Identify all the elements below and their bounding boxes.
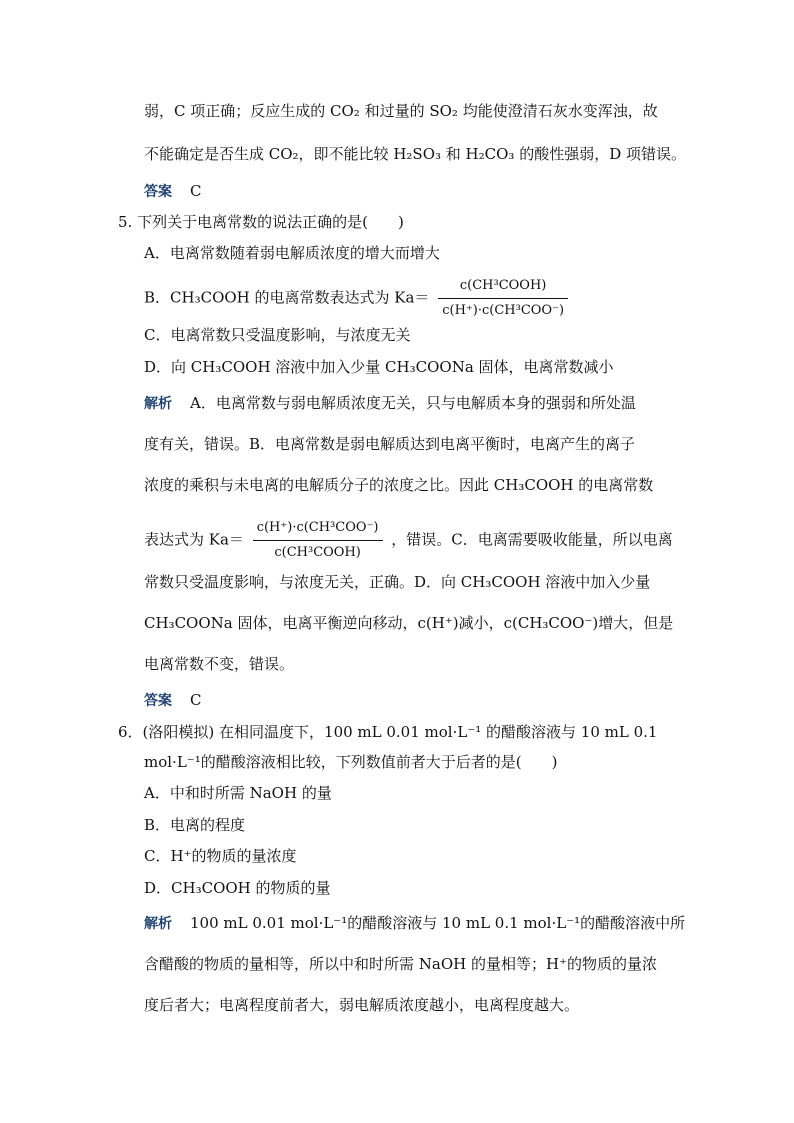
answer-label: 答案 xyxy=(144,184,172,200)
q6-option-a: A．中和时所需 NaOH 的量 xyxy=(144,784,332,802)
q5-analysis-line-7: 电离常数不变，错误。 xyxy=(144,655,295,673)
q5-stem xyxy=(118,212,404,232)
q6-analysis-line-2: 含醋酸的物质的量相等，所以中和时所需 NaOH 的量相等；H⁺的物质的量浓 xyxy=(144,955,657,973)
fraction-denominator: c(CH³COOH) xyxy=(274,545,361,560)
q6-stem-line-2: mol·L⁻¹的醋酸溶液相比较，下列数值前者大于后者的是( ) xyxy=(144,753,558,771)
q6-stem-line-1 xyxy=(118,722,657,742)
q5-option-a: A．电离常数随着弱电解质浓度的增大而增大 xyxy=(144,244,440,262)
prev-analysis-line-2: 不能确定是否生成 CO₂，即不能比较 H₂SO₃ 和 H₂CO₃ 的酸性强弱，D 项错误。 xyxy=(144,145,686,163)
answer-label: 答案 xyxy=(144,693,172,709)
q5-analysis-line-1 xyxy=(144,393,636,414)
q5-option-b-prefix: B．CH₃COOH 的电离常数表达式为 Ka＝ xyxy=(144,288,430,307)
q5-analysis-fraction xyxy=(253,518,383,563)
q5-number: 5. xyxy=(118,213,133,231)
q5-analysis-line-2: 度有关，错误。B．电离常数是弱电解质达到电离平衡时，电离产生的离子 xyxy=(144,435,636,453)
analysis-label: 解析 xyxy=(144,916,172,932)
prev-analysis-line-1: 弱，C 项正确；反应生成的 CO₂ 和过量的 SO₂ 均能使澄清石灰水变浑浊，故 xyxy=(144,102,658,120)
q5-analysis-line-5: 常数只受温度影响，与浓度无关，正确。D．向 CH₃COOH 溶液中加入少量 xyxy=(144,573,651,591)
q5-option-b-fraction xyxy=(438,276,568,321)
q6-option-d: D．CH₃COOH 的物质的量 xyxy=(144,879,331,897)
fraction-denominator: c(H⁺)·c(CH³COO⁻) xyxy=(442,303,565,318)
q5-analysis-line-4 xyxy=(144,518,673,563)
q5-option-b xyxy=(144,276,572,321)
analysis-text: 100 mL 0.01 mol·L⁻¹的醋酸溶液与 10 mL 0.1 mol·L⁻¹的醋酸溶液中所 xyxy=(190,914,686,932)
answer-value: C xyxy=(190,182,202,200)
q5-option-c: C．电离常数只受温度影响，与浓度无关 xyxy=(144,326,411,344)
analysis-label: 解析 xyxy=(144,396,172,412)
analysis-suffix: ，错误。C．电离需要吸收能量，所以电离 xyxy=(391,530,673,549)
answer-value: C xyxy=(190,691,202,709)
q6-stem-text: (洛阳模拟) 在相同温度下，100 mL 0.01 mol·L⁻¹ 的醋酸溶液与 10 mL 0.1 xyxy=(142,723,658,741)
analysis-prefix: 表达式为 Ka＝ xyxy=(144,530,244,549)
q6-analysis-line-1 xyxy=(144,913,685,934)
q5-answer xyxy=(144,690,201,711)
q6-option-c: C．H⁺的物质的量浓度 xyxy=(144,847,297,865)
q5-analysis-line-3: 浓度的乘积与未电离的电解质分子的浓度之比。因此 CH₃COOH 的电离常数 xyxy=(144,476,654,494)
fraction-numerator: c(CH³COOH) xyxy=(438,276,568,299)
q6-number: 6． xyxy=(118,723,143,741)
q6-option-b: B．电离的程度 xyxy=(144,816,246,834)
q5-stem-text: 下列关于电离常数的说法正确的是( ) xyxy=(137,213,404,231)
q5-analysis-line-6: CH₃COONa 固体，电离平衡逆向移动，c(H⁺)减小，c(CH₃COO⁻)增大，但是 xyxy=(144,614,674,632)
q6-analysis-line-3: 度后者大；电离程度前者大，弱电解质浓度越小，电离程度越大。 xyxy=(144,996,580,1014)
analysis-text: A．电离常数与弱电解质浓度无关，只与电解质本身的强弱和所处温 xyxy=(190,394,636,412)
prev-answer xyxy=(144,181,201,202)
q5-option-d: D．向 CH₃COOH 溶液中加入少量 CH₃COONa 固体，电离常数减小 xyxy=(144,358,614,376)
fraction-numerator: c(H⁺)·c(CH³COO⁻) xyxy=(253,518,383,541)
